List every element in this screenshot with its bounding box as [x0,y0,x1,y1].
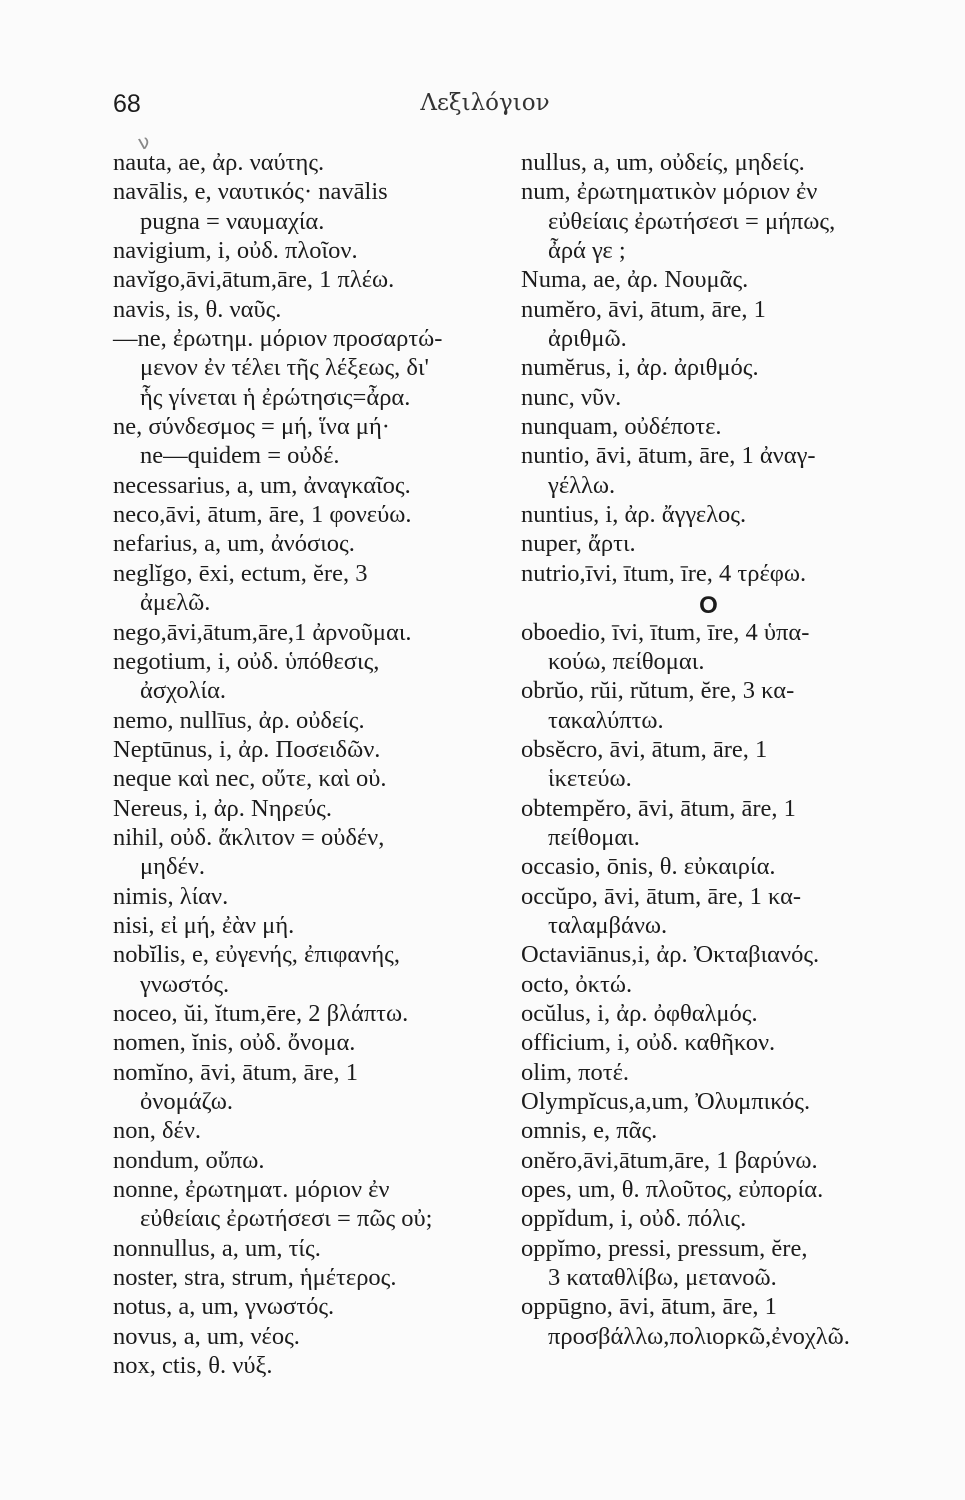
dictionary-entry-line: neque καὶ nec, οὔτε, καὶ οὐ. [113,765,387,793]
dictionary-entry-line: navālis, e, ναυτικός· navālis [113,178,388,206]
entry-continuation-line: ἀριθμῶ. [548,325,627,353]
entry-continuation-line: ὀνομάζω. [140,1088,234,1115]
dictionary-entry-line: nisi, εἰ μή, ἐὰν μή. [113,911,295,939]
entry-continuation-line: μενον ἐν τέλει τῆς λέξεως, δι' [140,354,429,382]
entry-continuation-line: προσβάλλω,πολιορκῶ,ἐνοχλῶ. [548,1322,850,1350]
entry-continuation-line: γνωστός. [140,970,230,998]
dictionary-entry-line: nuntius, i, ἀρ. ἄγγελος. [521,501,747,529]
dictionary-entry-line: Nereus, i, ἀρ. Νηρεύς. [113,794,332,822]
dictionary-entry-line: nihil, οὐδ. ἄκλιτον = οὐδέν, [113,823,385,851]
dictionary-entry-line: Neptūnus, i, ἀρ. Ποσειδῶν. [113,735,381,763]
entry-continuation-line: pugna = ναυμαχία. [140,207,325,235]
entry-continuation-line: ἆρά γε ; [548,237,626,265]
dictionary-entry-line: occŭpo, āvi, ātum, āre, 1 κα- [521,882,802,910]
dictionary-entry-line: nimis, λίαν. [113,882,229,910]
right-column-o-entries [521,618,896,1352]
dictionary-entry-line: ne, σύνδεσμος = μή, ἵνα μή· [113,413,390,441]
dictionary-entry-line: ocŭlus, i, ἀρ. ὀφθαλμός. [521,999,758,1027]
running-title: Λεξιλόγιον [420,90,550,116]
entry-continuation-line: γέλλω. [548,471,616,499]
dictionary-entry-line: numĕro, āvi, ātum, āre, 1 [521,295,766,323]
dictionary-entry-line: nox, ctis, θ. νύξ. [113,1352,273,1380]
dictionary-entry-line: navĭgo,āvi,ātum,āre, 1 πλέω. [113,266,395,294]
dictionary-entry-line: oboedio, īvi, ītum, īre, 4 ὑπα- [521,618,810,646]
entry-continuation-line: τακαλύπτω. [548,706,664,734]
dictionary-entry-line: olim, ποτέ. [521,1058,630,1086]
dictionary-entry-line: oppĭmo, pressi, pressum, ĕre, [521,1234,808,1262]
dictionary-entry-line: opes, um, θ. πλοῦτος, εὐπορία. [521,1176,824,1204]
section-letter-heading: O [699,592,718,620]
dictionary-entry-line: nullus, a, um, οὐδείς, μηδείς. [521,149,805,176]
dictionary-entry-line: obtempĕro, āvi, ātum, āre, 1 [521,794,796,822]
dictionary-entry-line: nemo, nullīus, ἀρ. οὐδείς. [113,706,365,734]
dictionary-entry-line: oppūgno, āvi, ātum, āre, 1 [521,1293,777,1321]
dictionary-entry-line: —ne, ἐρωτημ. μόριον προσαρτώ- [113,325,443,353]
dictionary-entry-line: onĕro,āvi,ātum,āre, 1 βαρύνω. [521,1146,818,1174]
entry-continuation-line: εὐθείαις ἐρωτήσεσι = πῶς οὐ; [140,1205,433,1233]
dictionary-entry-line: necessarius, a, um, ἀναγκαῖος. [113,471,411,499]
dictionary-entry-line: navigium, i, οὐδ. πλοῖον. [113,237,358,265]
dictionary-entry-line: novus, a, um, νέος. [113,1322,300,1350]
dictionary-entry-line: nutrio,īvi, ītum, īre, 4 τρέφω. [521,559,807,587]
entry-continuation-line: ταλαμβάνω. [548,911,668,939]
dictionary-entry-line: nefarius, a, um, ἀνόσιος. [113,530,355,558]
dictionary-entry-line: nuntio, āvi, ātum, āre, 1 ἀναγ- [521,442,816,470]
entry-continuation-line: ἀσχολία. [140,677,227,705]
dictionary-entry-line: omnis, e, πᾶς. [521,1117,658,1145]
dictionary-entry-line: non, δέν. [113,1117,202,1145]
dictionary-entry-line: nauta, ae, ἀρ. ναύτης. [113,149,325,176]
dictionary-entry-line: occasio, ōnis, θ. εὐκαιρία. [521,853,776,881]
dictionary-entry-line: nomĭno, āvi, ātum, āre, 1 [113,1058,358,1086]
pencil-margin-note: ν [135,129,152,155]
entry-continuation-line: μηδέν. [140,853,205,881]
dictionary-entry-line: nunc, νῦν. [521,383,622,411]
dictionary-entry-line: nobĭlis, e, εὐγενής, ἐπιφανής, [113,941,400,969]
dictionary-entry-line: numĕrus, i, ἀρ. ἀριθμός. [521,354,759,382]
entry-continuation-line: ἧς γίνεται ἡ ἐρώτησις=ἆρα. [140,383,411,411]
dictionary-entry-line: nego,āvi,ātum,āre,1 ἀρνοῦμαι. [113,618,412,646]
dictionary-entry-line: Numa, ae, ἀρ. Νουμᾶς. [521,266,749,294]
dictionary-entry-line: obrŭo, rŭi, rŭtum, ĕre, 3 κα- [521,677,795,705]
page-number: 68 [113,90,141,118]
entry-continuation-line: ἀμελῶ. [140,589,211,617]
dictionary-entry-line: oppĭdum, i, οὐδ. πόλις. [521,1205,747,1233]
dictionary-entry-line: nuper, ἄρτι. [521,530,636,558]
dictionary-entry-line: nonnullus, a, um, τίς. [113,1234,321,1262]
entry-continuation-line: ne—quidem = οὐδέ. [140,442,340,470]
entry-continuation-line: εὐθείαις ἐρωτήσεσι = μήπως, [548,207,836,235]
entry-continuation-line: κούω, πείθομαι. [548,647,705,675]
dictionary-entry-line: negotium, i, οὐδ. ὑπόθεσις, [113,647,380,675]
dictionary-entry-line: octo, ὀκτώ. [521,970,633,998]
right-column-n-entries [521,148,896,588]
dictionary-entry-line: obsĕcro, āvi, ātum, āre, 1 [521,735,768,763]
entry-continuation-line: ἱκετεύω. [548,765,632,793]
dictionary-entry-line: noster, stra, strum, ἡμέτερος. [113,1264,397,1292]
dictionary-entry-line: notus, a, um, γνωστός. [113,1293,335,1321]
dictionary-entry-line: Octaviānus,i, ἀρ. Ὀκταβιανός. [521,941,820,969]
dictionary-entry-line: noceo, ŭi, ĭtum,ēre, 2 βλάπτω. [113,999,409,1027]
dictionary-entry-line: nomen, ĭnis, οὐδ. ὄνομα. [113,1029,356,1057]
dictionary-entry-line: nondum, οὔπω. [113,1146,265,1174]
dictionary-entry-line: nunquam, οὐδέποτε. [521,413,722,441]
right-column [521,148,896,1351]
dictionary-entry-line: Olympĭcus,a,um, Ὀλυμπικός. [521,1088,811,1115]
dictionary-entry-line: neglĭgo, ēxi, ectum, ĕre, 3 [113,559,368,587]
dictionary-entry-line: nonne, ἐρωτηματ. μόριον ἐν [113,1176,390,1204]
dictionary-entry-line: navis, is, θ. ναῦς. [113,295,282,323]
left-column [113,148,488,1380]
entry-continuation-line: πείθομαι. [548,823,640,851]
dictionary-entry-line: neco,āvi, ātum, āre, 1 φονεύω. [113,501,412,529]
entry-continuation-line: 3 καταθλίβω, μετανοῶ. [548,1264,777,1292]
dictionary-entry-line: num, ἐρωτηματικὸν μόριον ἐν [521,178,818,206]
dictionary-entry-line: officium, i, οὐδ. καθῆκον. [521,1029,776,1057]
